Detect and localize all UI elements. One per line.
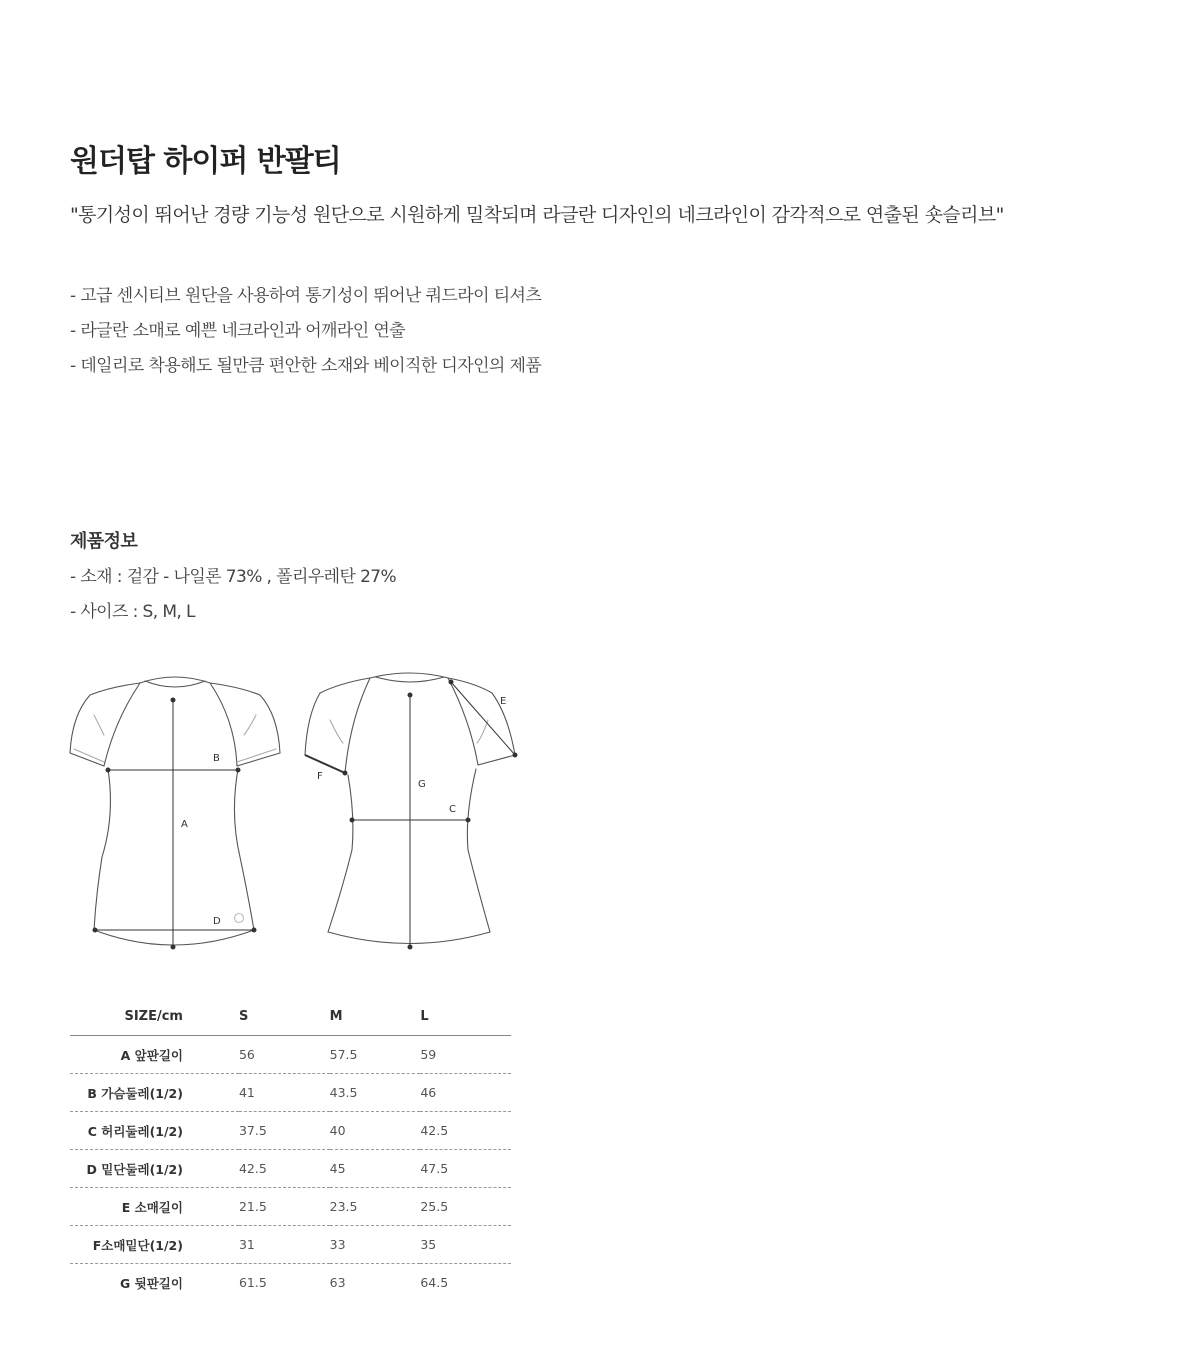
row-label: B 가슴둘레(1/2)	[70, 1074, 239, 1112]
table-row	[70, 1036, 511, 1074]
cell-m: 63	[329, 1275, 346, 1290]
row-label: D 밑단둘레(1/2)	[70, 1150, 239, 1188]
cell-m: 23.5	[330, 1188, 421, 1226]
cell-l: 64.5	[420, 1275, 449, 1290]
row-label: C 허리둘레(1/2)	[70, 1112, 239, 1150]
size-table-header	[70, 998, 511, 1036]
size-header-s: S	[239, 998, 330, 1036]
row-label: E 소매길이	[70, 1188, 239, 1226]
material-info: - 소재 : 겉감 - 나일론 73% , 폴리우레탄 27%	[70, 567, 397, 587]
cell-m: 33	[330, 1226, 421, 1264]
table-row	[70, 1112, 511, 1150]
cell-m: 43.5	[330, 1074, 421, 1112]
size-info: - 사이즈 : S, M, L	[70, 602, 195, 622]
product-title: 원더탑 하이퍼 반팔티	[70, 144, 341, 179]
product-tagline: "통기성이 뛰어난 경량 기능성 원단으로 시원하게 밀착되며 라글란 디자인의 네크라인이 감각적으로 연출된 숏슬리브"	[70, 204, 1004, 226]
table-row	[70, 1074, 511, 1112]
product-info-heading: 제품정보	[70, 531, 138, 552]
cell-s: 37.5	[239, 1112, 330, 1150]
label-c: C	[449, 804, 456, 815]
feature-item: - 데일리로 착용해도 될만큼 편안한 소재와 베이직한 디자인의 제품	[70, 356, 542, 376]
size-header-m: M	[330, 998, 421, 1036]
feature-item: - 라글란 소매로 예쁜 네크라인과 어깨라인 연출	[70, 321, 405, 341]
cell-l: 47.5	[420, 1150, 511, 1188]
cell-s: 41	[239, 1074, 330, 1112]
table-row	[70, 1188, 511, 1226]
cell-l: 35	[420, 1226, 511, 1264]
row-label: A 앞판길이	[70, 1036, 239, 1074]
cell-s: 61.5	[238, 1275, 267, 1290]
label-d: D	[213, 916, 221, 927]
cell-s: 56	[239, 1036, 330, 1074]
label-e: E	[500, 696, 507, 707]
table-row	[70, 1264, 511, 1302]
label-f: F	[317, 771, 323, 782]
row-label: F소매밑단(1/2)	[70, 1226, 239, 1264]
front-shirt-drawing	[70, 677, 280, 945]
feature-list	[70, 284, 541, 389]
cell-l: 42.5	[420, 1112, 511, 1150]
label-g: G	[418, 779, 426, 790]
size-table	[70, 998, 511, 1301]
measurement-illustration	[60, 665, 530, 965]
cell-s: 42.5	[239, 1150, 330, 1188]
row-label: G 뒷판길이	[120, 1275, 183, 1291]
cell-s: 21.5	[239, 1188, 330, 1226]
cell-m: 40	[330, 1112, 421, 1150]
cell-m: 57.5	[330, 1036, 421, 1074]
cell-l: 59	[420, 1036, 511, 1074]
table-row	[70, 1226, 511, 1264]
table-row	[70, 1150, 511, 1188]
cell-s: 31	[239, 1226, 330, 1264]
cell-l: 25.5	[420, 1188, 511, 1226]
cell-l: 46	[420, 1074, 511, 1112]
size-header-l: L	[420, 998, 511, 1036]
feature-item: - 고급 센시티브 원단을 사용하여 통기성이 뛰어난 쿼드라이 티셔츠	[70, 286, 542, 306]
size-header-label: SIZE/cm	[70, 998, 239, 1036]
label-b: B	[213, 753, 220, 764]
label-a: A	[181, 819, 188, 830]
cell-m: 45	[330, 1150, 421, 1188]
